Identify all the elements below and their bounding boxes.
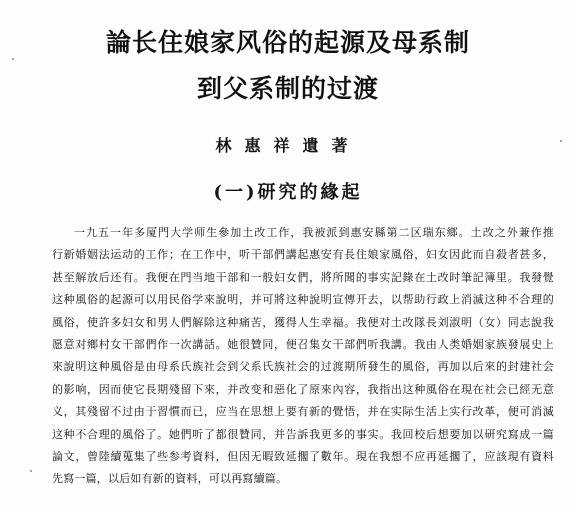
body-line: 論文，曾陸續蒐集了些参考資料，但因无暇致延擱了數年。現在我想不应再延擱了，应該現有資料 [52,449,554,463]
body-line: 义，其殘留不过由于習慣而已，应当在思想上要有新的覺悟，并在实际生活上实行改革，便可消滅 [52,405,554,419]
title-line-1: 論长住娘家风俗的起源及母系制 [105,28,470,57]
body-line: 这种風俗的起源可以用民俗学來說明，并可將这种說明宣傳开去，以帮助行政上消滅这种不合理的 [52,293,554,307]
title-line-2: 到父系制的过渡 [196,74,379,103]
section-heading: (一)研究的緣起 [213,182,363,203]
body-line: 一九五一年多厦門大学师生參加土改工作，我被派到惠安縣第二区瑞东鄉。土改之外兼作推 [74,226,554,239]
body-paragraph [52,222,554,491]
body-line: 这种不合理的風俗了。她們听了都很贊同，并告訴我更多的事实。我回校后想要加以研究寫成一篇 [52,427,554,441]
body-line: 行新婚姻法运动的工作；在工作中，听干部們講起惠安有長住娘家風俗，妇女因此而自殺者甚多， [52,248,554,262]
scan-speck [30,470,32,472]
scan-speck [560,140,562,142]
author-byline: 林惠祥遺著 [215,136,361,155]
body-line: 愿意对鄉村女干部們作一次講話。她很贊同，便召集女干部們听我講。我由人类婚姻家族發展史上 [52,337,554,351]
body-line: 甚至解放后还有。我便在門当地干部和一般妇女們，將所聞的事实記錄在土改时筆記簿里。我發覺 [52,270,554,284]
scan-speck [12,58,14,60]
body-line: 的影响，因而使它長期殘留下來，并改变和惡化了原來內容，我指出这种風俗在現在社会已經无意 [52,382,554,396]
body-line: 風俗，使許多妇女和男人們解除这种痛苦，獲得人生幸福。我便对土改隊長刘淑明（女）同志說我 [52,315,554,329]
body-line: 先寫一篇，以后如有新的資料，可以再寫續篇。 [52,472,288,486]
body-line: 來說明这种風俗是由母系氏族社会到父系氏族社会的过渡期所發生的風俗，再加以后來的封建社会 [52,360,554,374]
